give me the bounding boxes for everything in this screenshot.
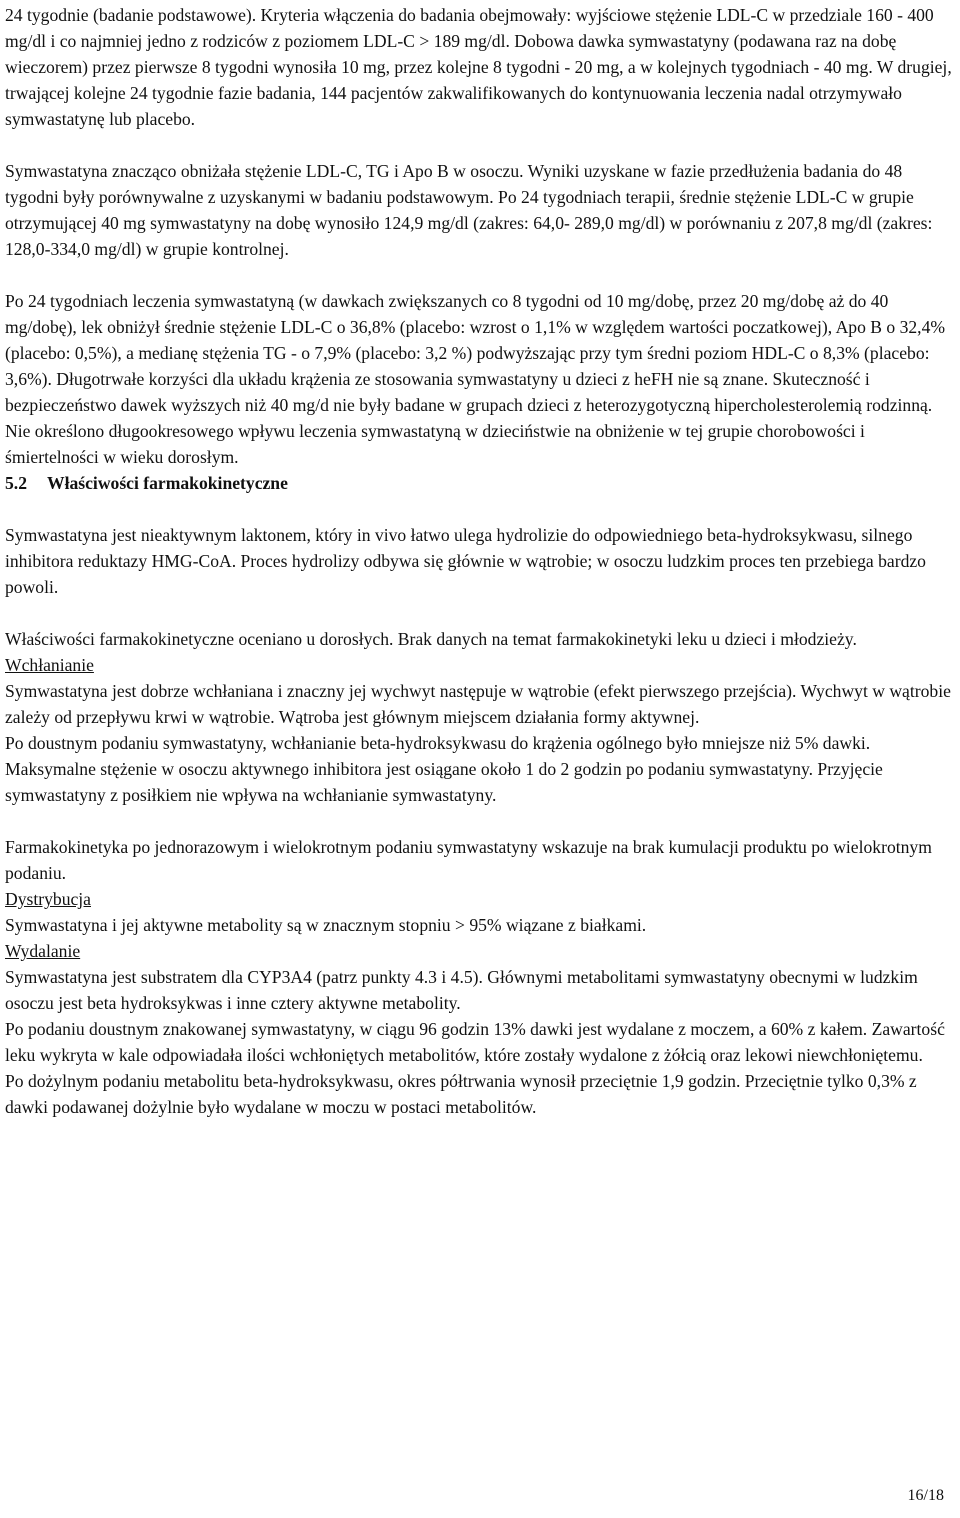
- document-page: [5, 2, 957, 1120]
- paragraph-treatment-outcome: Po 24 tygodniach leczenia symwastatyną (w dawkach zwiększanych co 8 tygodni od 10 mg/dobę, przez 20 mg/dobę aż do 40 mg/dobę), lek obniżył średnie stężenie LDL-C o 36,8% (placebo: wzrost o 1,1% w względem wartości poczatkowej), Apo B o 32,4% (placebo: 0,5%), a medianę stężenia TG - o 7,9% (placebo: 3,2 %) podwyższając przy tym średni poziom HDL-C o 8,3% (placebo: 3,6%). Długotrwałe korzyści dla układu krążenia ze stosowania symwastatyny u dzieci z heFH nie są znane. Skuteczność i bezpieczeństwo dawek wyższych niż 40 mg/d nie były badane w grupach dzieci z heterozygotyczną hipercholesterolemią rodzinną. Nie określono długookresowego wpływu leczenia symwastatyną w dzieciństwie na obniżenie w tej grupie chorobowości i śmiertelności w wieku dorosłym.: [5, 291, 946, 467]
- section-number: 5.2: [5, 473, 27, 493]
- page-number: 16/18: [907, 1487, 944, 1504]
- paragraph-absorption-liver: Symwastatyna jest dobrze wchłaniana i znaczny jej wychwyt następuje w wątrobie (efekt pierwszego przejścia). Wychwyt w wątrobie zależy od przepływu krwi w wątrobie. Wątroba jest głównym miejscem działania formy aktywnej.: [5, 681, 951, 727]
- paragraph-study-results: Symwastatyna znacząco obniżała stężenie LDL-C, TG i Apo B w osoczu. Wyniki uzyskane w fazie przedłużenia badania do 48 tygodni były porównywalne z uzyskanymi w badaniu podstawowym. Po 24 tygodniach terapii, średnie stężenie LDL-C w grupie otrzymującej 40 mg symwastatyny na dobę wynosiło 124,9 mg/dl (zakres: 64,0- 289,0 mg/dl) w porównaniu z 207,8 mg/dl (zakres: 128,0-334,0 mg/dl) w grupie kontrolnej.: [5, 161, 933, 259]
- subheading-distribution: Dystrybucja: [5, 889, 91, 909]
- paragraph-adults-note: Właściwości farmakokinetyczne oceniano u dorosłych. Brak danych na temat farmakokinetyki leku u dzieci i młodzieży.: [5, 629, 857, 649]
- paragraph-study-design: 24 tygodnie (badanie podstawowe). Kryteria włączenia do badania obejmowały: wyjściowe stężenie LDL-C w przedziale 160 - 400 mg/dl i co najmniej jedno z rodziców z poziomem LDL-C > 189 mg/dl. Dobowa dawka symwastatyny (podawana raz na dobę wieczorem) przez pierwsze 8 tygodni wynosiła 10 mg, przez kolejne 8 tygodni - 20 mg, a w kolejnych tygodniach - 40 mg. W drugiej, trwającej kolejne 24 tygodnie fazie badania, 144 pacjentów zakwalifikowanych do kontynuowania leczenia nadal otrzymywało symwastatynę lub placebo.: [5, 5, 952, 129]
- paragraph-pharmacokinetics-accumulation: Farmakokinetyka po jednorazowym i wielokrotnym podaniu symwastatyny wskazuje na brak kumulacji produktu po wielokrotnym podaniu.: [5, 837, 932, 883]
- section-title: Właściwości farmakokinetyczne: [47, 473, 288, 493]
- paragraph-lactone-intro: Symwastatyna jest nieaktywnym laktonem, który in vivo łatwo ulega hydrolizie do odpowiedniego beta-hydroksykwasu, silnego inhibitora reduktazy HMG-CoA. Proces hydrolizy odbywa się głównie w wątrobie; w osoczu ludzkim proces ten przebiega bardzo powoli.: [5, 525, 926, 597]
- paragraph-elimination-metabolites: Symwastatyna jest substratem dla CYP3A4 (patrz punkty 4.3 i 4.5). Głównymi metabolitami symwastatyny obecnymi w ludzkim osoczu jest beta hydroksykwas i inne cztery aktywne metabolity.: [5, 967, 918, 1013]
- section-heading: [5, 470, 957, 496]
- paragraph-elimination-excretion: Po podaniu doustnym znakowanej symwastatyny, w ciągu 96 godzin 13% dawki jest wydalane z moczem, a 60% z kałem. Zawartość leku wykryta w kale odpowiadała ilości wchłoniętych metabolitów, które zostały wydalone z żółcią oraz lekowi niewchłoniętemu.: [5, 1019, 945, 1065]
- subheading-elimination: Wydalanie: [5, 941, 81, 961]
- paragraph-distribution: Symwastatyna i jej aktywne metabolity są w znacznym stopniu > 95% wiązane z białkami.: [5, 915, 647, 935]
- paragraph-absorption-oral: Po doustnym podaniu symwastatyny, wchłanianie beta-hydroksykwasu do krążenia ogólnego było mniejsze niż 5% dawki. Maksymalne stężenie w osoczu aktywnego inhibitora jest osiągane około 1 do 2 godzin po podaniu symwastatyny. Przyjęcie symwastatyny z posiłkiem nie wpływa na wchłanianie symwastatyny.: [5, 733, 883, 805]
- paragraph-elimination-halflife: Po dożylnym podaniu metabolitu beta-hydroksykwasu, okres półtrwania wynosił przeciętnie 1,9 godzin. Przeciętnie tylko 0,3% z dawki podawanej dożylnie było wydalane w moczu w postaci metabolitów.: [5, 1071, 917, 1117]
- subheading-absorption: Wchłanianie: [5, 655, 94, 675]
